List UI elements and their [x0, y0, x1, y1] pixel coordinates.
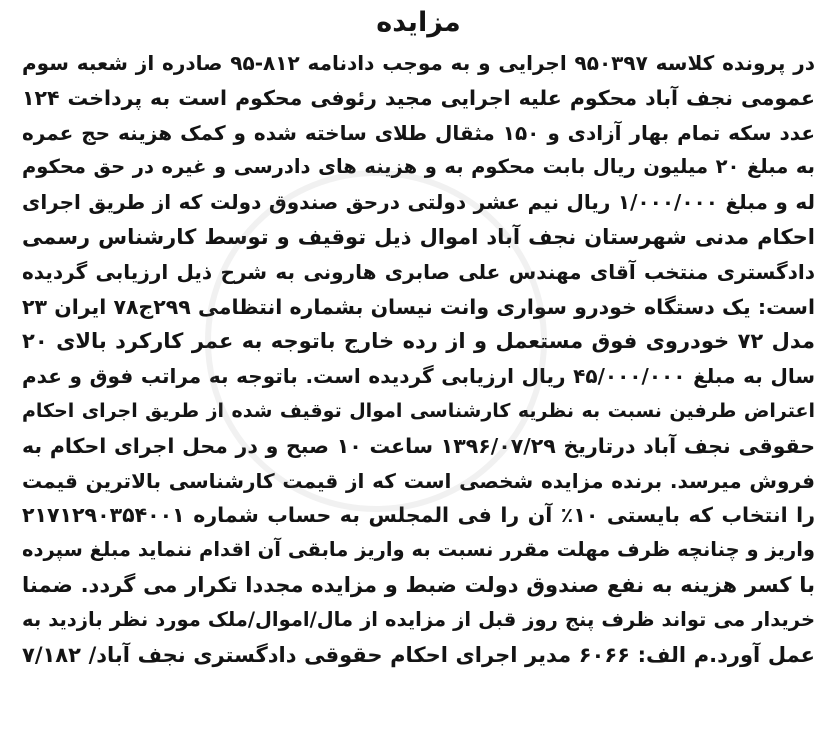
notice-line: عمومی نجف آباد محکوم علیه اجرایی مجید رئوفی محکوم است به پرداخت ۱۲۴	[22, 85, 815, 110]
notice-line: سال به مبلغ ۴۵/۰۰۰/۰۰۰ ریال ارزیابی گردیده است. باتوجه به مراتب فوق و عدم	[22, 364, 815, 389]
notice-line: با کسر هزینه به نفع صندوق دولت ضبط و مزایده مجددا تکرار می گردد. ضمنا	[22, 572, 815, 597]
notice-line: عدد سکه تمام بهار آزادی و ۱۵۰ مثقال طلای ساخته شده و کمک هزینه حج عمره	[22, 120, 815, 145]
notice-line: عمل آورد.م الف: ۶۰۶۶ مدیر اجرای احکام حقوقی دادگستری نجف آباد/ ۷/۱۸۲	[22, 642, 815, 667]
notice-line: را انتخاب که بایستی ۱۰٪ آن را فی المجلس به حساب شماره ۲۱۷۱۲۹۰۳۵۴۰۰۱	[22, 503, 815, 528]
notice-line: واریز و چنانچه ظرف مهلت مقرر نسبت به واریز مابقی آن اقدام ننماید مبلغ سپرده	[22, 538, 815, 562]
notice-line: دادگستری منتخب آقای مهندس علی صابری هارونی به شرح ذیل ارزیابی گردیده	[22, 259, 815, 284]
notice-line: له و مبلغ ۱/۰۰۰/۰۰۰ ریال نیم عشر دولتی درحق صندوق دولت که از طریق اجرای	[22, 190, 815, 215]
notice-line: است: یک دستگاه خودرو سواری وانت نیسان بشماره انتظامی ۲۹۹ج۷۸ ایران ۲۳	[22, 294, 815, 319]
notice-line: در پرونده کلاسه ۹۵۰۳۹۷ اجرایی و به موجب دادنامه ۸۱۲-۹۵ صادره از شعبه سوم	[22, 51, 815, 75]
notice-line: به مبلغ ۲۰ میلیون ریال بابت محکوم به و هزینه های دادرسی و غیره در حق محکوم	[22, 155, 815, 179]
notice-line: حقوقی نجف آباد درتاریخ ۱۳۹۶/۰۷/۲۹ ساعت ۱۰ صبح و در محل اجرای احکام به	[22, 433, 815, 458]
notice-title: مزایده	[376, 7, 461, 38]
notice-line: فروش میرسد. برنده مزایده شخصی است که از قیمت کارشناسی بالاترین قیمت	[22, 468, 815, 493]
notice-line: اعتراض طرفین نسبت به نظریه کارشناسی اموال توقیف شده از طریق اجرای احکام	[22, 399, 815, 422]
notice-line: احکام مدنی شهرستان نجف آباد اموال ذیل توقیف و توسط کارشناس رسمی	[22, 224, 815, 249]
notice-body	[22, 46, 815, 672]
notice-line: مدل ۷۲ خودروی فوق مستعمل و از رده خارج باتوجه به عمر کارکرد بالای ۲۰	[22, 329, 815, 354]
notice-line: خریدار می تواند ظرف پنج روز قبل از مزایده از مال/اموال/ملک مورد نظر بازدید به	[22, 607, 815, 631]
